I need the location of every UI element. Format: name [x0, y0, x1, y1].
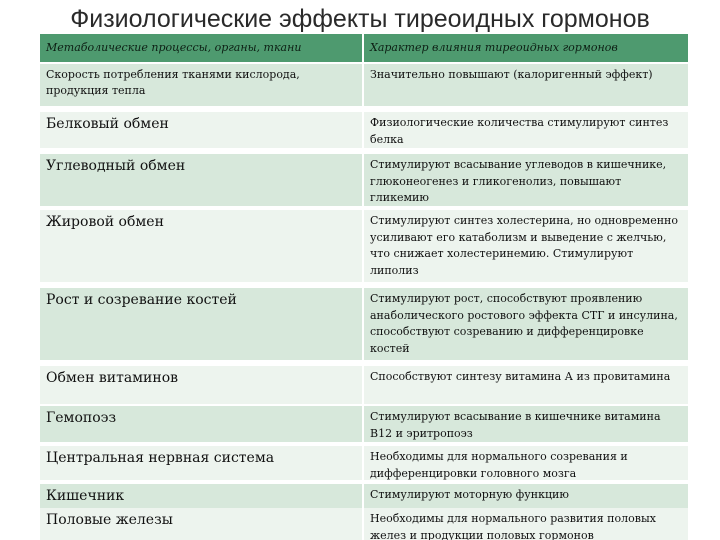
row-effect: Стимулируют синтез холестерина, но одновременно усиливают его катаболизм и выведение с желчью, что снижает холестеринемию. Стимулируют липолиз: [370, 214, 678, 277]
table-row: [40, 484, 688, 508]
table-row: [40, 288, 688, 360]
table-row: [40, 406, 688, 442]
header-processes: Метаболические процессы, органы, ткани: [40, 34, 362, 62]
row-effect: Стимулируют рост, способствуют проявлению анаболического ростового эффекта СТГ и инсулина, способствуют созреванию и дифференцировке костей: [370, 292, 678, 355]
table-row: [40, 508, 688, 540]
page-title: Физиологические эффекты тиреоидных гормонов: [70, 5, 650, 33]
row-effect: Стимулируют всасывание в кишечнике витамина В12 и эритропоэз: [370, 410, 661, 440]
row-name: Центральная нервная система: [46, 450, 275, 466]
table-header-row: [40, 34, 688, 62]
table-row: [40, 366, 688, 404]
row-name: Половые железы: [46, 512, 173, 528]
row-name: Гемопоэз: [46, 410, 117, 426]
table-row: [40, 64, 688, 106]
row-name: Кишечник: [46, 488, 125, 504]
row-name: Углеводный обмен: [46, 158, 186, 174]
row-name: Рост и созревание костей: [46, 292, 237, 308]
row-effect: Стимулируют всасывание углеводов в кишечнике, глюконеогенез и гликогенолиз, повышают гликемию: [370, 158, 667, 204]
row-name: Обмен витаминов: [46, 370, 179, 386]
row-effect: Способствуют синтезу витамина А из провитамина: [370, 370, 671, 383]
row-effect: Стимулируют моторную функцию: [370, 488, 569, 501]
row-effect: Необходимы для нормального созревания и дифференцировки головного мозга: [370, 450, 628, 480]
header-effect: Характер влияния тиреоидных гормонов: [364, 34, 688, 62]
row-name: Скорость потребления тканями кислорода, продукция тепла: [46, 68, 300, 97]
table-row: [40, 446, 688, 480]
table-row: [40, 154, 688, 206]
table-row: [40, 112, 688, 148]
row-effect: Физиологические количества стимулируют синтез белка: [370, 116, 669, 146]
row-effect: Необходимы для нормального развития половых желез и продукции половых гормонов: [370, 512, 656, 540]
table-row: [40, 210, 688, 282]
row-name: Белковый обмен: [46, 116, 169, 132]
row-effect: Значительно повышают (калоригенный эффект): [370, 68, 653, 81]
row-name: Жировой обмен: [46, 214, 164, 230]
